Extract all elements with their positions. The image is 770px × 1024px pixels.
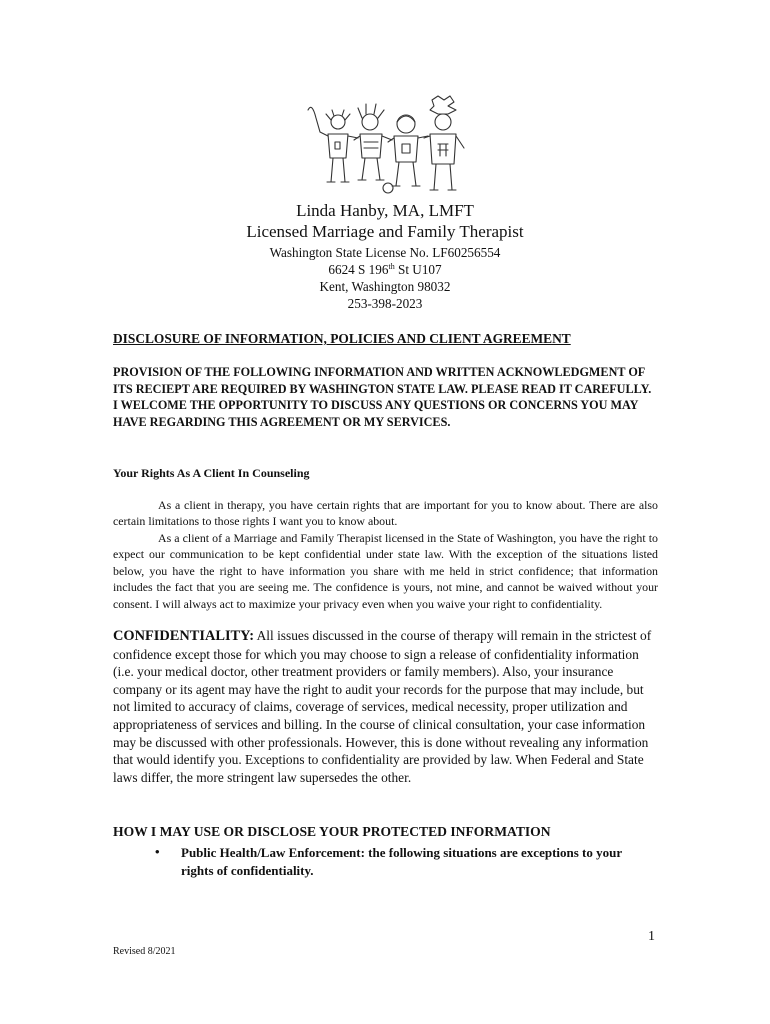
revision-date: Revised 8/2021 — [113, 946, 176, 957]
street-address — [0, 262, 770, 278]
city-state-zip: Kent, Washington 98032 — [319, 279, 451, 294]
therapist-name: Linda Hanby, MA, LMFT — [296, 201, 474, 220]
confidentiality-label: CONFIDENTIALITY: — [113, 628, 255, 644]
page-number: 1 — [648, 929, 655, 944]
phone-number: 253-398-2023 — [347, 296, 423, 311]
address-ordinal: th — [388, 262, 395, 271]
rights-heading: Your Rights As A Client In Counseling — [113, 466, 310, 480]
license-number: Washington State License No. LF60256554 — [269, 245, 501, 260]
address-street: St U107 — [394, 262, 442, 277]
address-number: 6624 S 196 — [328, 262, 389, 277]
children-drawing-logo — [298, 92, 468, 200]
therapist-title: Licensed Marriage and Family Therapist — [246, 222, 524, 241]
rights-paragraph-1: As a client in therapy, you have certain rights that are important for you to know about. There are also certain limitations to those rights I want you to know about. — [113, 498, 658, 529]
disclosure-section-heading: HOW I MAY USE OR DISCLOSE YOUR PROTECTED INFORMATION — [113, 824, 551, 839]
bullet-icon: • — [155, 844, 160, 859]
document-heading: DISCLOSURE OF INFORMATION, POLICIES AND CLIENT AGREEMENT — [113, 331, 571, 346]
list-item-text: Public Health/Law Enforcement: the following situations are exceptions to your rights of confidentiality. — [181, 845, 622, 878]
confidentiality-text: All issues discussed in the course of therapy will remain in the strictest of confidence except those for which you may choose to sign a release of confidentiality information (i.e. your medical doctor, other treatment providers or family members). Also, your insurance company or its agent may have the right to audit your records for the purpose that may include, but not limited to accuracy of claims, coverage of services, medical necessity, proper utilization and appropriateness of services and billing. In the course of clinical consultation, your case information may be discussed with other professionals. However, this is done without revealing any information that would identify you. Exceptions to confidentiality are provided by law. When Federal and State laws differ, the more stringent law supersedes the other. — [113, 628, 652, 785]
confidentiality-paragraph — [113, 627, 658, 786]
provision-notice: PROVISION OF THE FOLLOWING INFORMATION AND WRITTEN ACKNOWLEDGMENT OF ITS RECIEPT ARE REQUIRED BY WASHINGTON STATE LAW. PLEASE READ IT CAREFULLY. I WELCOME THE OPPORTUNITY TO DISCUSS ANY QUESTIONS OR CONCERNS YOU MAY HAVE REGARDING THIS AGREEMENT OR MY SERVICES. — [113, 365, 652, 429]
rights-paragraph-2: As a client of a Marriage and Family Therapist licensed in the State of Washington, you have the right to expect our communication to be kept confidential under state law. With the exception of the situations listed below, you have the right to have information you share with me held in strict confidence; that information includes the fact that you are seeing me. The confidence is yours, not mine, and cannot be waived without your consent. I will always act to maximize your privacy even when you waive your right to confidentiality. — [113, 531, 658, 611]
